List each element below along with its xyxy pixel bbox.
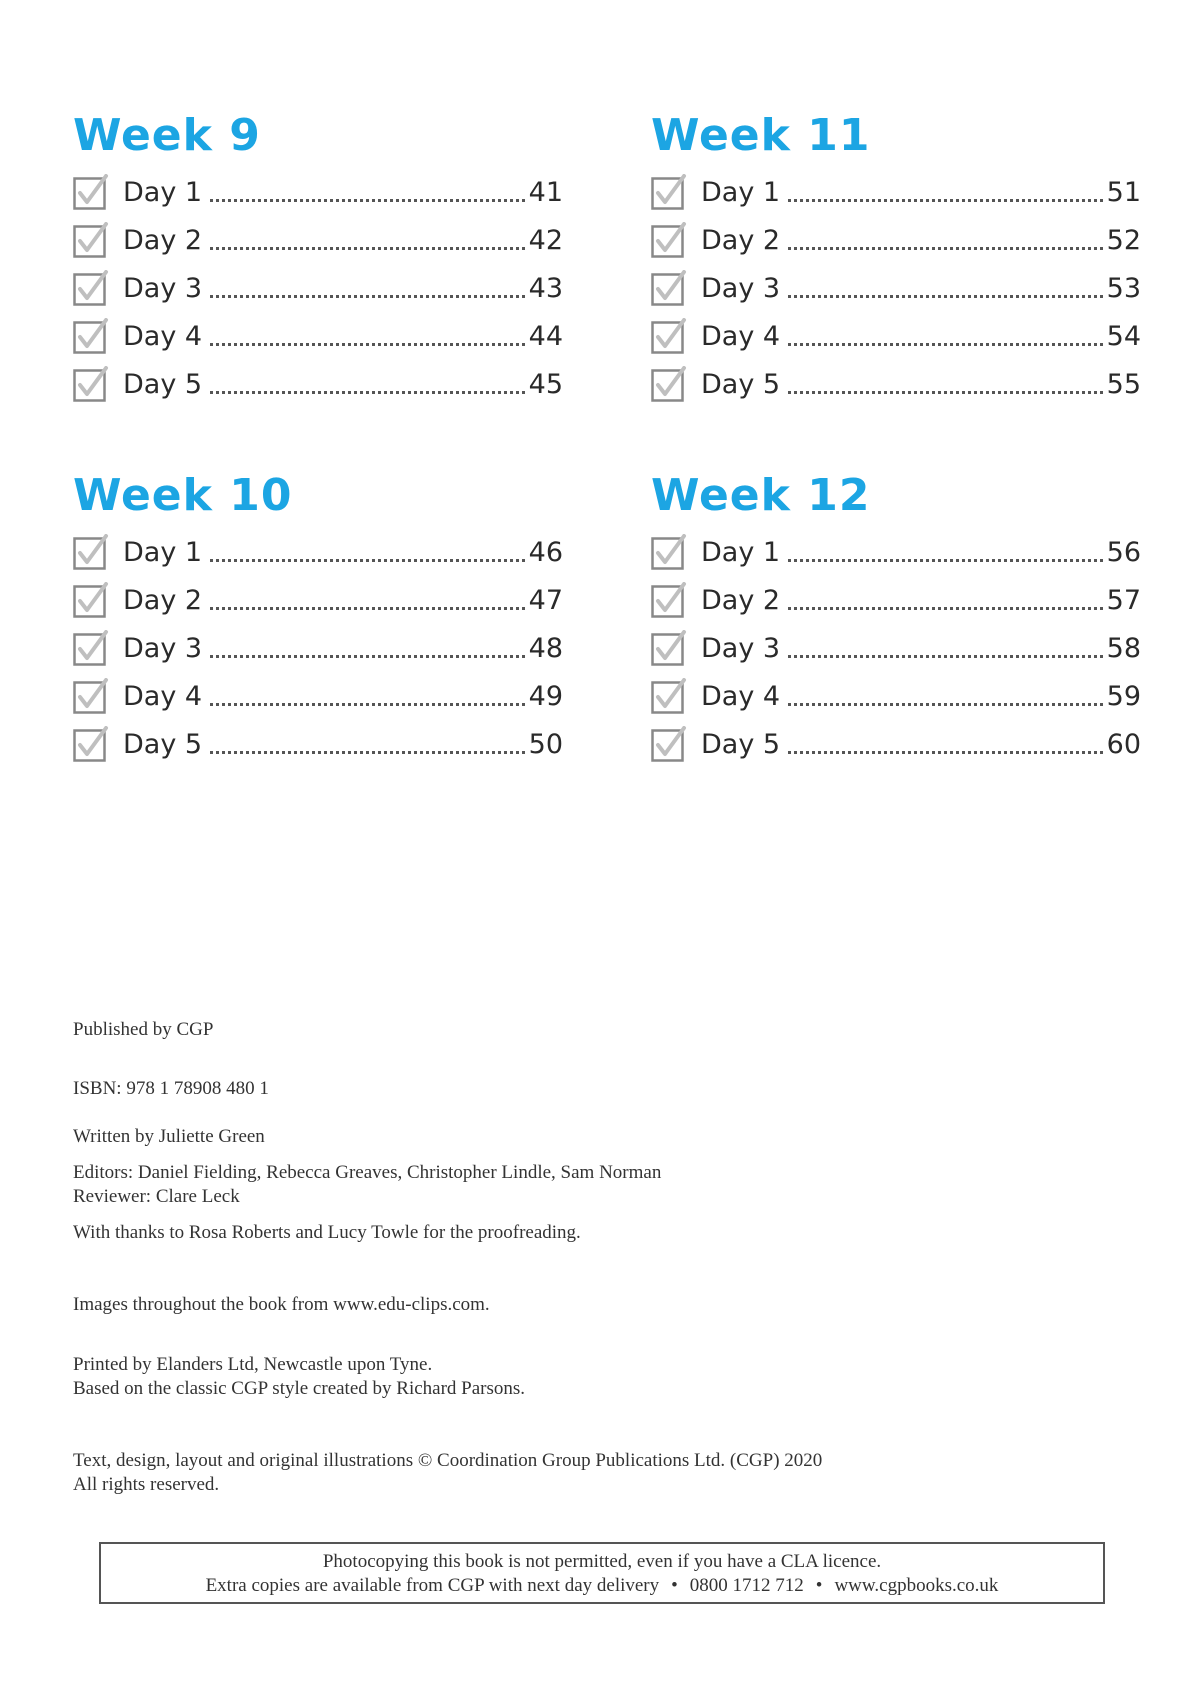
tick-checkbox-icon[interactable] bbox=[73, 270, 109, 306]
written-by: Written by Juliette Green bbox=[73, 1126, 265, 1147]
page-number: 50 bbox=[528, 728, 563, 760]
day-row[interactable] bbox=[73, 720, 563, 768]
dot-leader bbox=[788, 343, 1103, 346]
day-row[interactable] bbox=[73, 360, 563, 408]
day-row[interactable] bbox=[73, 624, 563, 672]
day-row[interactable] bbox=[73, 528, 563, 576]
dot-leader bbox=[210, 343, 525, 346]
day-row[interactable] bbox=[651, 312, 1141, 360]
day-label: Day 4 bbox=[701, 680, 781, 712]
tick-checkbox-icon[interactable] bbox=[73, 318, 109, 354]
page-number: 58 bbox=[1106, 632, 1141, 664]
dot-leader bbox=[210, 655, 525, 658]
day-list bbox=[651, 168, 1141, 408]
day-label: Day 2 bbox=[123, 584, 203, 616]
tick-checkbox-icon[interactable] bbox=[73, 726, 109, 762]
dot-leader bbox=[210, 247, 525, 250]
tick-checkbox-icon[interactable] bbox=[651, 318, 687, 354]
dot-leader bbox=[788, 751, 1103, 754]
page-number: 46 bbox=[528, 536, 563, 568]
day-label: Day 1 bbox=[701, 176, 781, 208]
dot-leader bbox=[788, 559, 1103, 562]
dot-leader bbox=[210, 295, 525, 298]
day-label: Day 5 bbox=[701, 728, 781, 760]
dot-leader bbox=[788, 607, 1103, 610]
tick-checkbox-icon[interactable] bbox=[651, 270, 687, 306]
page-number: 45 bbox=[528, 368, 563, 400]
page-number: 49 bbox=[528, 680, 563, 712]
day-label: Day 3 bbox=[701, 632, 781, 664]
day-row[interactable] bbox=[73, 264, 563, 312]
dot-leader bbox=[788, 199, 1103, 202]
tick-checkbox-icon[interactable] bbox=[73, 366, 109, 402]
page-number: 47 bbox=[528, 584, 563, 616]
day-label: Day 4 bbox=[123, 320, 203, 352]
day-label: Day 5 bbox=[123, 368, 203, 400]
page-number: 57 bbox=[1106, 584, 1141, 616]
notice-url[interactable]: www.cgpbooks.co.uk bbox=[834, 1575, 999, 1596]
tick-checkbox-icon[interactable] bbox=[73, 222, 109, 258]
day-label: Day 3 bbox=[123, 272, 203, 304]
page-number: 54 bbox=[1106, 320, 1141, 352]
day-label: Day 4 bbox=[701, 320, 781, 352]
day-label: Day 1 bbox=[123, 536, 203, 568]
based-on: Based on the classic CGP style created by Richard Parsons. bbox=[73, 1378, 526, 1399]
day-label: Day 3 bbox=[701, 272, 781, 304]
week-section bbox=[73, 108, 563, 408]
photocopy-notice bbox=[99, 1542, 1105, 1604]
notice-phone: 0800 1712 712 bbox=[689, 1575, 804, 1596]
week-title: Week 12 bbox=[651, 470, 871, 521]
tick-checkbox-icon[interactable] bbox=[651, 222, 687, 258]
day-label: Day 2 bbox=[701, 224, 781, 256]
day-label: Day 4 bbox=[123, 680, 203, 712]
credits-block bbox=[73, 1018, 1113, 1497]
notice-line-2 bbox=[101, 1574, 1103, 1598]
page-number: 59 bbox=[1106, 680, 1141, 712]
bullet-separator: • bbox=[671, 1575, 678, 1596]
week-section bbox=[651, 108, 1141, 408]
week-title: Week 11 bbox=[651, 110, 871, 161]
images-credit: Images throughout the book from www.edu-clips.com. bbox=[73, 1294, 490, 1315]
page-number: 41 bbox=[528, 176, 563, 208]
day-row[interactable] bbox=[73, 216, 563, 264]
rights-reserved: All rights reserved. bbox=[73, 1474, 220, 1495]
day-row[interactable] bbox=[651, 264, 1141, 312]
day-row[interactable] bbox=[651, 360, 1141, 408]
day-list bbox=[651, 528, 1141, 768]
day-row[interactable] bbox=[651, 168, 1141, 216]
tick-checkbox-icon[interactable] bbox=[651, 630, 687, 666]
day-row[interactable] bbox=[651, 528, 1141, 576]
dot-leader bbox=[210, 703, 525, 706]
day-row[interactable] bbox=[651, 216, 1141, 264]
tick-checkbox-icon[interactable] bbox=[651, 582, 687, 618]
page-number: 42 bbox=[528, 224, 563, 256]
day-row[interactable] bbox=[73, 312, 563, 360]
dot-leader bbox=[788, 703, 1103, 706]
thanks: With thanks to Rosa Roberts and Lucy Towle for the proofreading. bbox=[73, 1222, 581, 1243]
day-label: Day 5 bbox=[123, 728, 203, 760]
published-by: Published by CGP bbox=[73, 1019, 214, 1040]
printed-by: Printed by Elanders Ltd, Newcastle upon Tyne. bbox=[73, 1354, 433, 1375]
page-number: 55 bbox=[1106, 368, 1141, 400]
reviewer: Reviewer: Clare Leck bbox=[73, 1186, 240, 1207]
notice-delivery-text: Extra copies are available from CGP with next day delivery bbox=[205, 1575, 660, 1596]
dot-leader bbox=[210, 607, 525, 610]
page-number: 52 bbox=[1106, 224, 1141, 256]
day-label: Day 2 bbox=[701, 584, 781, 616]
tick-checkbox-icon[interactable] bbox=[73, 630, 109, 666]
week-section bbox=[73, 468, 563, 768]
dot-leader bbox=[788, 655, 1103, 658]
day-row[interactable] bbox=[73, 168, 563, 216]
page-number: 48 bbox=[528, 632, 563, 664]
day-label: Day 1 bbox=[701, 536, 781, 568]
isbn: ISBN: 978 1 78908 480 1 bbox=[73, 1078, 269, 1099]
copyright: Text, design, layout and original illustrations © Coordination Group Publications Ltd. (CGP) 2020 bbox=[73, 1450, 823, 1471]
bullet-separator: • bbox=[815, 1575, 823, 1596]
tick-checkbox-icon[interactable] bbox=[651, 726, 687, 762]
day-label: Day 2 bbox=[123, 224, 203, 256]
page-number: 43 bbox=[528, 272, 563, 304]
dot-leader bbox=[210, 199, 525, 202]
day-row[interactable] bbox=[73, 576, 563, 624]
day-row[interactable] bbox=[73, 672, 563, 720]
editors: Editors: Daniel Fielding, Rebecca Greaves, Christopher Lindle, Sam Norman bbox=[73, 1162, 662, 1183]
dot-leader bbox=[788, 247, 1103, 250]
dot-leader bbox=[788, 295, 1103, 298]
dot-leader bbox=[788, 391, 1103, 394]
page-number: 60 bbox=[1106, 728, 1141, 760]
tick-checkbox-icon[interactable] bbox=[651, 366, 687, 402]
day-list bbox=[73, 528, 563, 768]
day-row[interactable] bbox=[651, 672, 1141, 720]
week-section bbox=[651, 468, 1141, 768]
tick-checkbox-icon[interactable] bbox=[651, 678, 687, 714]
tick-checkbox-icon[interactable] bbox=[73, 678, 109, 714]
day-row[interactable] bbox=[651, 624, 1141, 672]
day-label: Day 5 bbox=[701, 368, 781, 400]
week-title: Week 10 bbox=[73, 470, 293, 521]
page-number: 44 bbox=[528, 320, 563, 352]
tick-checkbox-icon[interactable] bbox=[73, 534, 109, 570]
day-label: Day 1 bbox=[123, 176, 203, 208]
day-row[interactable] bbox=[651, 720, 1141, 768]
day-label: Day 3 bbox=[123, 632, 203, 664]
dot-leader bbox=[210, 751, 525, 754]
page-number: 53 bbox=[1106, 272, 1141, 304]
day-row[interactable] bbox=[651, 576, 1141, 624]
tick-checkbox-icon[interactable] bbox=[651, 534, 687, 570]
day-list bbox=[73, 168, 563, 408]
page-number: 51 bbox=[1106, 176, 1141, 208]
week-title: Week 9 bbox=[73, 110, 261, 161]
page-number: 56 bbox=[1106, 536, 1141, 568]
tick-checkbox-icon[interactable] bbox=[651, 174, 687, 210]
tick-checkbox-icon[interactable] bbox=[73, 174, 109, 210]
tick-checkbox-icon[interactable] bbox=[73, 582, 109, 618]
notice-line-1: Photocopying this book is not permitted, even if you have a CLA licence. bbox=[322, 1551, 882, 1572]
dot-leader bbox=[210, 559, 525, 562]
dot-leader bbox=[210, 391, 525, 394]
